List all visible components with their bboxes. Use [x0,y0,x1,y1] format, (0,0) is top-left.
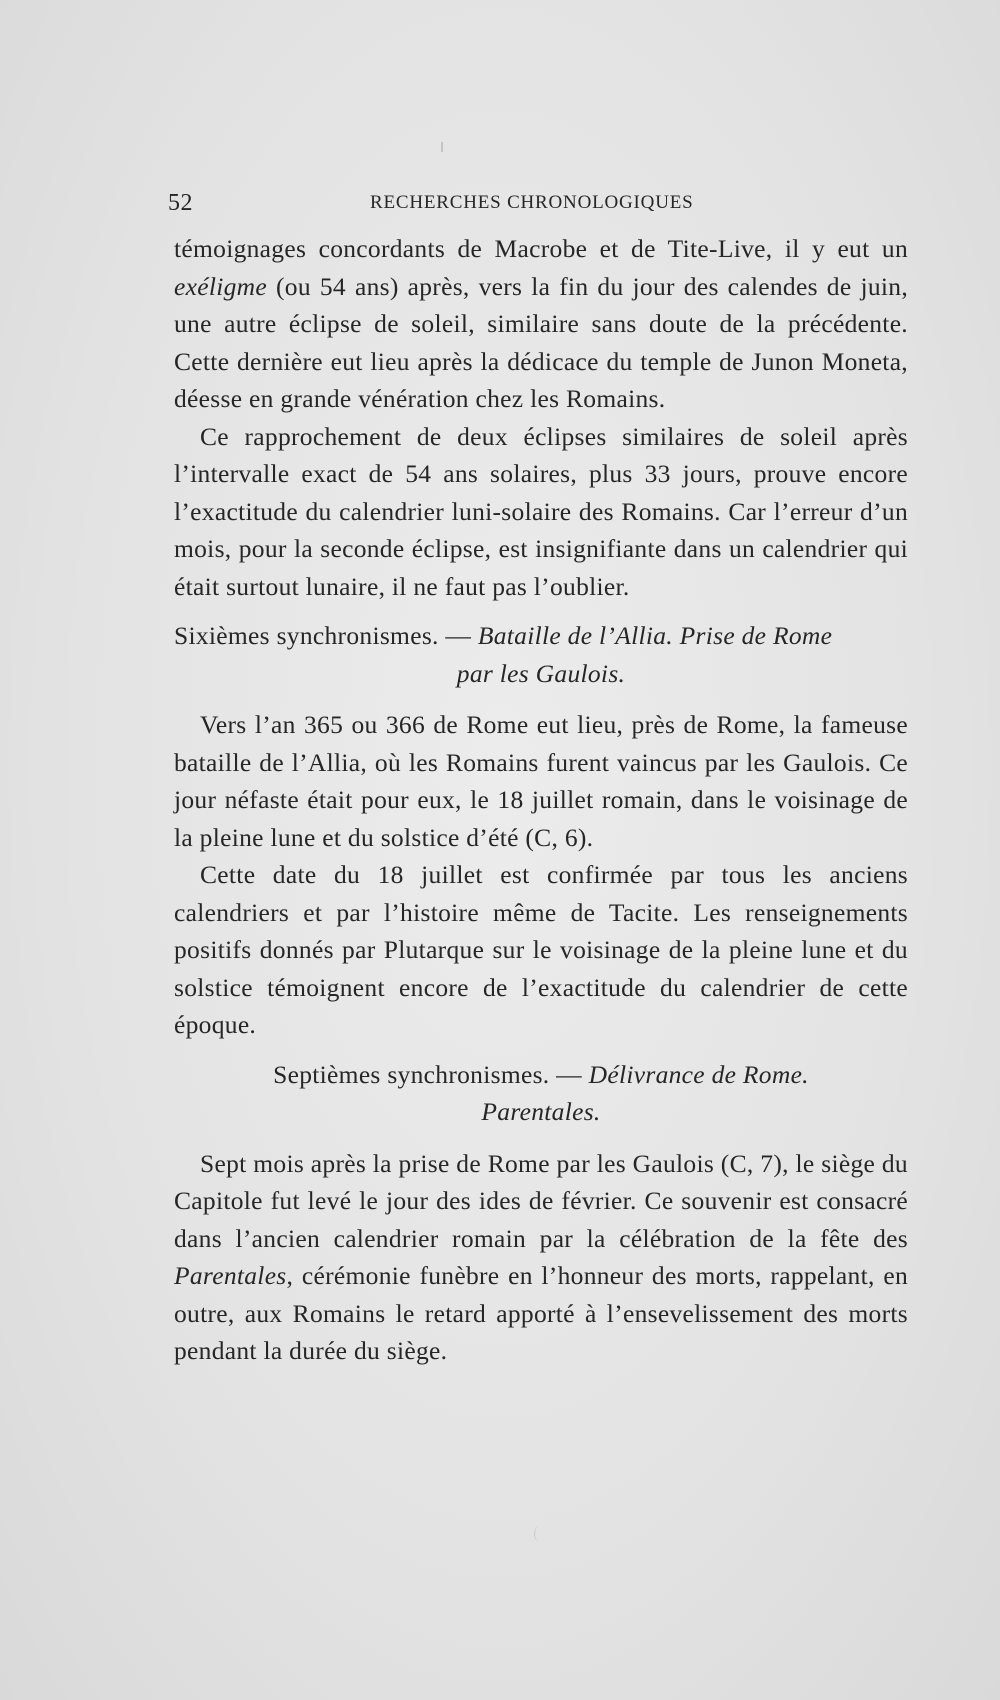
running-head [168,190,908,230]
paragraph-3: Vers l’an 365 ou 366 de Rome eut lieu, près de Rome, la fameuse bataille de l’Allia, où les Romains furent vaincus par les Gaulois. Ce jour néfaste était pour eux, le 18 juillet romain, dans le voisinage de la pleine lune et du solstice d’été (C, 6). [174,710,908,852]
paper-smudge [534,1526,545,1542]
paper-mark [441,142,443,152]
section-heading-seventh-label: Septièmes synchronismes. — [273,1059,589,1089]
paragraph-5-emphasis: Parentales [174,1261,287,1290]
section-heading-seventh-title: Délivrance de Rome. [588,1059,809,1089]
section-heading-sixth-title-cont: par les Gaulois. [456,658,626,688]
paragraph-2: Ce rapprochement de deux éclipses similaires de soleil après l’intervalle exact de 54 ans solaires, plus 33 jours, prouve encore l’exactitude du calendrier luni-solaire des Romains. Car l’erreur d’un mois, pour la seconde éclipse, est insignifiante dans un calendrier qui était surtout lunaire, il ne faut pas l’oublier. [174,421,908,601]
section-heading-sixth [174,617,908,692]
paragraph-5-text-b: , cérémonie funèbre en l’honneur des morts, rappelant, en outre, aux Romains le retard apporté à l’ensevelissement des morts pendant la durée du siège. [174,1261,908,1365]
section-heading-sixth-line1 [174,617,908,655]
page-number: 52 [168,190,193,216]
running-title: RECHERCHES CHRONOLOGIQUES [370,192,694,213]
paragraph-1-text-b: (ou 54 ans) après, vers la fin du jour des calendes de juin, une autre éclipse de soleil, similaire sans doute de la précédente. Cette dernière eut lieu après la dédicace du temple de Junon Moneta, déesse en grande vénération chez les Romains. [174,271,908,413]
paragraph-1-emphasis: exéligme [174,271,268,301]
paragraph-5-text-a: Sept mois après la prise de Rome par les Gaulois (C, 7), le siège du Capitole fut levé le jour des ides de février. Ce souvenir est consacré dans l’ancien calendrier romain par la célébration de la fête des [174,1148,908,1253]
paragraph-1-text-a: témoignages concordants de Macrobe et de Tite-Live, il y eut un [174,234,908,263]
paragraph-5 [174,1145,908,1370]
section-heading-sixth-label: Sixièmes synchronismes. — [174,621,478,650]
section-heading-seventh [174,1056,908,1131]
text-block [168,190,908,1370]
section-heading-sixth-title: Bataille de l’Allia. Prise de Rome [477,621,833,650]
section-heading-seventh-line1 [174,1056,908,1094]
paragraph-1 [174,230,908,418]
section-heading-seventh-title-cont: Parentales. [481,1097,601,1126]
paragraph-4: Cette date du 18 juillet est confirmée par tous les anciens calendriers et par l’histoire même de Tacite. Les renseignements positifs donnés par Plutarque sur le voisinage de la pleine lune et du solstice témoignent encore de l’exactitude du calendrier de cette époque. [174,860,908,1039]
